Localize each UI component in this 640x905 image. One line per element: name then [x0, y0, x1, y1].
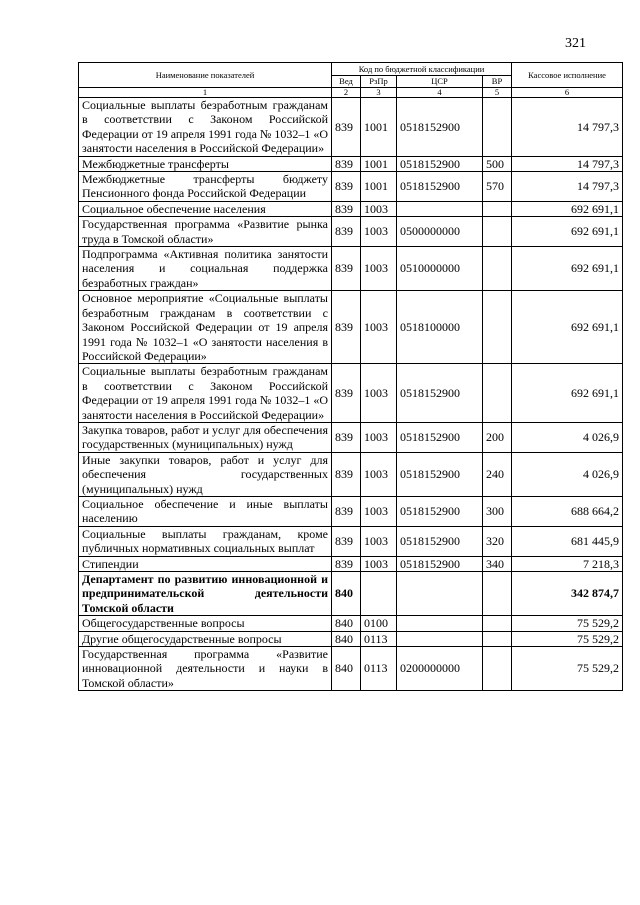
table-row — [79, 572, 623, 616]
header-vr: ВР — [483, 75, 512, 88]
row-name: Стипендии — [79, 556, 332, 571]
row-ved: 840 — [332, 572, 361, 616]
row-name: Закупка товаров, работ и услуг для обеспечения государственных (муниципальных) нужд — [79, 422, 332, 452]
table-row — [79, 217, 623, 247]
row-name: Социальное обеспечение и иные выплаты населению — [79, 496, 332, 526]
table-row — [79, 98, 623, 157]
table-row — [79, 201, 623, 216]
row-rzpr: 1003 — [361, 556, 397, 571]
row-rzpr: 1003 — [361, 201, 397, 216]
row-amount: 75 529,2 — [512, 616, 623, 631]
row-csr: 0518152900 — [397, 556, 483, 571]
row-csr: 0518100000 — [397, 291, 483, 364]
row-csr: 0518152900 — [397, 452, 483, 496]
table-row — [79, 156, 623, 171]
row-name: Социальные выплаты безработным гражданам в соответствии с Законом Российской Федерации от 19 апреля 1991 года № 1032–1 «О занятости населения в Российской Федерации» — [79, 98, 332, 157]
row-csr: 0510000000 — [397, 247, 483, 291]
table-row — [79, 556, 623, 571]
row-amount: 75 529,2 — [512, 631, 623, 646]
row-name: Государственная программа «Развитие рынка труда в Томской области» — [79, 217, 332, 247]
table-row — [79, 631, 623, 646]
row-ved: 839 — [332, 217, 361, 247]
row-csr: 0518152900 — [397, 364, 483, 423]
column-number: 6 — [512, 88, 623, 98]
row-amount: 75 529,2 — [512, 647, 623, 691]
header-csr: ЦСР — [397, 75, 483, 88]
header-ved: Вед — [332, 75, 361, 88]
row-amount: 692 691,1 — [512, 217, 623, 247]
page-number: 321 — [565, 36, 586, 51]
row-csr: 0518152900 — [397, 526, 483, 556]
table-row — [79, 647, 623, 691]
row-csr: 0518152900 — [397, 422, 483, 452]
row-rzpr: 1003 — [361, 452, 397, 496]
row-vr — [483, 98, 512, 157]
row-rzpr: 1003 — [361, 364, 397, 423]
row-ved: 839 — [332, 98, 361, 157]
table-row — [79, 291, 623, 364]
header-name: Наименование показателей — [79, 63, 332, 88]
row-ved: 839 — [332, 364, 361, 423]
row-csr — [397, 616, 483, 631]
column-number: 2 — [332, 88, 361, 98]
row-csr: 0518152900 — [397, 496, 483, 526]
row-name: Департамент по развитию инновационной и предпринимательской деятельности Томской области — [79, 572, 332, 616]
row-vr: 340 — [483, 556, 512, 571]
row-ved: 840 — [332, 616, 361, 631]
row-amount: 692 691,1 — [512, 201, 623, 216]
row-ved: 839 — [332, 556, 361, 571]
row-name: Подпрограмма «Активная политика занятости населения и социальная поддержка безработных граждан» — [79, 247, 332, 291]
table-row — [79, 616, 623, 631]
row-ved: 839 — [332, 452, 361, 496]
budget-table — [78, 62, 623, 691]
row-amount: 688 664,2 — [512, 496, 623, 526]
row-ved: 839 — [332, 201, 361, 216]
row-name: Социальное обеспечение населения — [79, 201, 332, 216]
row-rzpr: 1003 — [361, 291, 397, 364]
table-row — [79, 172, 623, 202]
row-name: Основное мероприятие «Социальные выплаты безработным гражданам в соответствии с Законом Российской Федерации от 19 апреля 1991 года № 1032–1 «О занятости населения в Российской Федерации» — [79, 291, 332, 364]
row-amount: 4 026,9 — [512, 422, 623, 452]
row-rzpr: 1001 — [361, 98, 397, 157]
row-rzpr: 0113 — [361, 647, 397, 691]
row-rzpr: 0113 — [361, 631, 397, 646]
row-vr — [483, 572, 512, 616]
row-amount: 14 797,3 — [512, 156, 623, 171]
row-name: Социальные выплаты гражданам, кроме публичных нормативных социальных выплат — [79, 526, 332, 556]
row-vr — [483, 647, 512, 691]
table-row — [79, 526, 623, 556]
row-name: Межбюджетные трансферты бюджету Пенсионного фонда Российской Федерации — [79, 172, 332, 202]
row-vr — [483, 217, 512, 247]
header-row — [79, 63, 623, 76]
row-csr: 0200000000 — [397, 647, 483, 691]
header-code-group: Код по бюджетной классификации — [332, 63, 512, 76]
row-name: Государственная программа «Развитие инновационной деятельности и науки в Томской области» — [79, 647, 332, 691]
row-vr — [483, 631, 512, 646]
table-row — [79, 422, 623, 452]
row-amount: 342 874,7 — [512, 572, 623, 616]
row-name: Другие общегосударственные вопросы — [79, 631, 332, 646]
row-csr — [397, 631, 483, 646]
row-rzpr: 1003 — [361, 247, 397, 291]
row-vr: 500 — [483, 156, 512, 171]
row-rzpr: 1001 — [361, 172, 397, 202]
row-amount: 7 218,3 — [512, 556, 623, 571]
row-ved: 839 — [332, 291, 361, 364]
row-ved: 839 — [332, 526, 361, 556]
row-name: Социальные выплаты безработным гражданам в соответствии с Законом Российской Федерации от 19 апреля 1991 года № 1032–1 «О занятости населения в Российской Федерации» — [79, 364, 332, 423]
column-number: 3 — [361, 88, 397, 98]
row-rzpr: 1003 — [361, 422, 397, 452]
row-ved: 839 — [332, 172, 361, 202]
table-row — [79, 247, 623, 291]
row-vr: 320 — [483, 526, 512, 556]
row-csr — [397, 201, 483, 216]
row-amount: 692 691,1 — [512, 247, 623, 291]
row-csr: 0518152900 — [397, 98, 483, 157]
row-ved: 840 — [332, 647, 361, 691]
column-number: 5 — [483, 88, 512, 98]
row-ved: 839 — [332, 156, 361, 171]
row-vr — [483, 201, 512, 216]
row-csr: 0518152900 — [397, 156, 483, 171]
row-amount: 692 691,1 — [512, 291, 623, 364]
row-csr: 0500000000 — [397, 217, 483, 247]
row-vr: 570 — [483, 172, 512, 202]
row-name: Иные закупки товаров, работ и услуг для обеспечения государственных (муниципальных) нужд — [79, 452, 332, 496]
row-vr: 300 — [483, 496, 512, 526]
row-csr — [397, 572, 483, 616]
row-ved: 839 — [332, 422, 361, 452]
header-rzpr: РзПр — [361, 75, 397, 88]
row-vr — [483, 364, 512, 423]
row-rzpr: 1003 — [361, 526, 397, 556]
row-amount: 681 445,9 — [512, 526, 623, 556]
table-row — [79, 496, 623, 526]
row-amount: 14 797,3 — [512, 98, 623, 157]
row-vr — [483, 291, 512, 364]
row-vr: 200 — [483, 422, 512, 452]
row-amount: 14 797,3 — [512, 172, 623, 202]
row-amount: 4 026,9 — [512, 452, 623, 496]
row-ved: 839 — [332, 496, 361, 526]
row-ved: 839 — [332, 247, 361, 291]
row-rzpr: 0100 — [361, 616, 397, 631]
row-csr: 0518152900 — [397, 172, 483, 202]
row-amount: 692 691,1 — [512, 364, 623, 423]
row-rzpr: 1003 — [361, 496, 397, 526]
column-number-row — [79, 88, 623, 98]
row-name: Общегосударственные вопросы — [79, 616, 332, 631]
table-row — [79, 364, 623, 423]
row-vr — [483, 247, 512, 291]
header-amount: Кассовое исполнение — [512, 63, 623, 88]
row-ved: 840 — [332, 631, 361, 646]
row-vr: 240 — [483, 452, 512, 496]
column-number: 4 — [397, 88, 483, 98]
row-rzpr: 1001 — [361, 156, 397, 171]
table-row — [79, 452, 623, 496]
row-name: Межбюджетные трансферты — [79, 156, 332, 171]
row-rzpr — [361, 572, 397, 616]
row-vr — [483, 616, 512, 631]
row-rzpr: 1003 — [361, 217, 397, 247]
column-number: 1 — [79, 88, 332, 98]
